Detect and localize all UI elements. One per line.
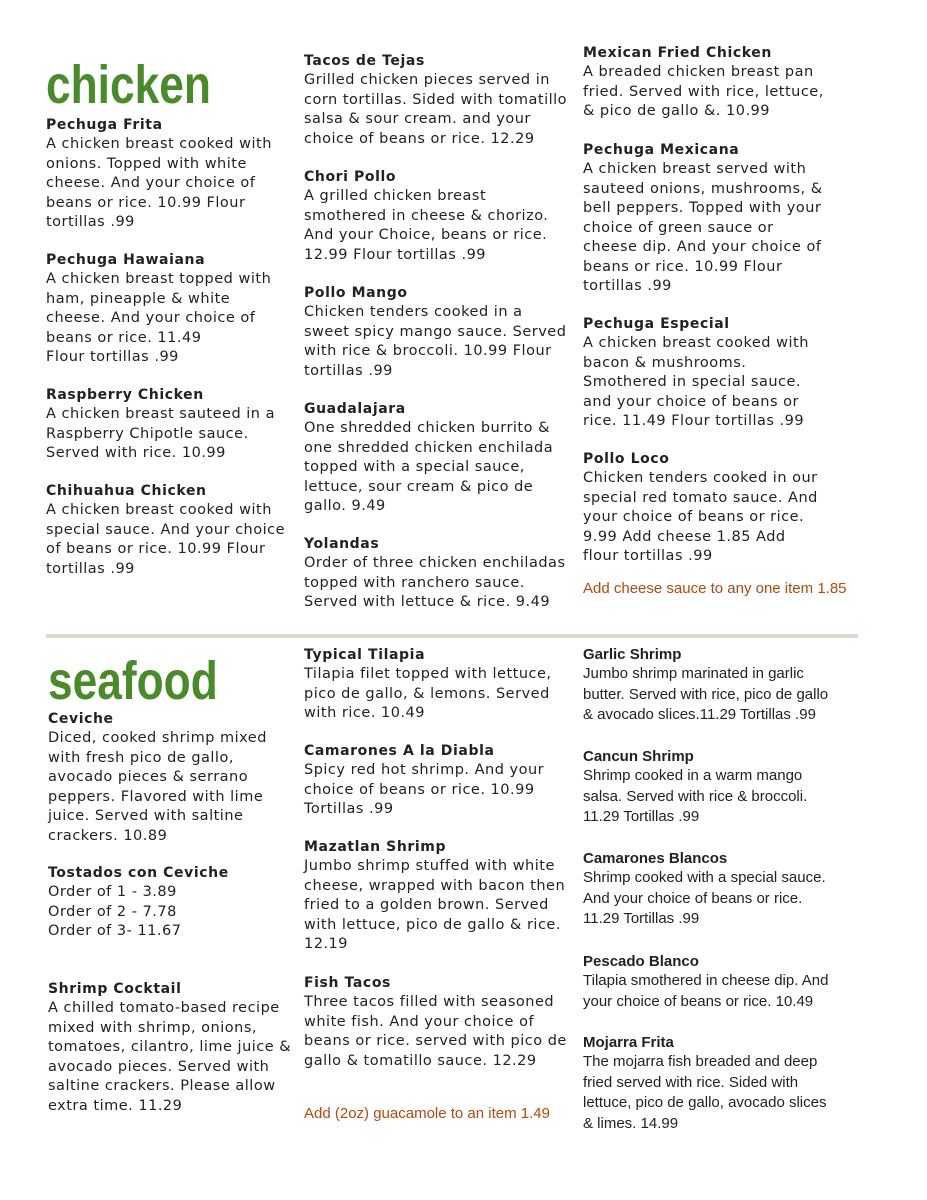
menu-item xyxy=(583,952,863,1012)
menu-item-description: Shrimp cooked with a special sauce. And your choice of beans or rice. 11.29 Tortillas .99 xyxy=(583,869,826,927)
menu-item-description: Jumbo shrimp stuffed with white cheese, wrapped with bacon then fried to a golden brown. Served with lettuce, pico de gallo & rice. 12.19 xyxy=(304,858,566,952)
menu-item xyxy=(46,251,296,368)
menu-item-description: Chicken tenders cooked in our special red tomato sauce. And your choice of beans or rice. 9.99 Add cheese 1.85 Add flour tortillas .99 xyxy=(583,470,818,564)
menu-item xyxy=(304,168,574,265)
menu-item-description: Shrimp cooked in a warm mango salsa. Served with rice & broccoli. 11.29 Tortillas .99 xyxy=(583,767,808,825)
menu-item xyxy=(304,535,574,613)
menu-item xyxy=(583,450,853,567)
chicken-cheese-note: Add cheese sauce to any one item 1.85 xyxy=(583,580,847,597)
menu-item xyxy=(583,141,853,297)
menu-item-description: A chicken breast cooked with bacon & mushrooms. Smothered in special sauce. and your choice of beans or rice. 11.49 Flour tortillas .99 xyxy=(583,335,809,429)
menu-item-name: Pollo Loco xyxy=(583,451,670,467)
menu-item-name: Guadalajara xyxy=(304,401,406,417)
menu-item-description: A breaded chicken breast pan fried. Served with rice, lettuce, & pico de gallo &. 10.99 xyxy=(583,64,824,119)
menu-item-name: Mazatlan Shrimp xyxy=(304,839,447,855)
menu-item-name: Cancun Shrimp xyxy=(583,748,694,765)
menu-item-name: Typical Tilapia xyxy=(304,647,426,663)
menu-item-name: Mojarra Frita xyxy=(583,1034,674,1051)
menu-item-description: A chicken breast sauteed in a Raspberry Chipotle sauce. Served with rice. 10.99 xyxy=(46,406,275,461)
seafood-section-title: seafood xyxy=(48,651,218,711)
menu-item xyxy=(46,386,296,464)
menu-item-name: Pechuga Frita xyxy=(46,117,163,133)
menu-item-name: Yolandas xyxy=(304,536,380,552)
menu-item-description: Order of 1 - 3.89 Order of 2 - 7.78 Order of 3- 11.67 xyxy=(48,884,182,939)
menu-item-name: Pechuga Hawaiana xyxy=(46,252,206,268)
menu-item-description: A chicken breast topped with ham, pineapple & white cheese. And your choice of beans or rice. 11.49 Flour tortillas .99 xyxy=(46,271,272,365)
menu-item-name: Chori Pollo xyxy=(304,169,397,185)
menu-item-name: Garlic Shrimp xyxy=(583,646,682,663)
menu-item-name: Camarones A la Diabla xyxy=(304,743,495,759)
menu-item-description: Tilapia filet topped with lettuce, pico de gallo, & lemons. Served with rice. 10.49 xyxy=(304,666,552,721)
menu-item xyxy=(304,974,574,1071)
menu-item xyxy=(304,646,574,724)
menu-item-description: A chicken breast served with sauteed onions, mushrooms, & bell peppers. Topped with your choice of green sauce or cheese dip. And your choice of beans or rice. 10.99 Flour tortillas .99 xyxy=(583,161,823,294)
menu-item xyxy=(583,1033,863,1134)
menu-item-description: Tilapia smothered in cheese dip. And your choice of beans or rice. 10.49 xyxy=(583,972,829,1010)
menu-item-description: Grilled chicken pieces served in corn tortillas. Sided with tomatillo salsa & sour cream. and your choice of beans or rice. 12.29 xyxy=(304,72,568,147)
menu-item-description: Diced, cooked shrimp mixed with fresh pico de gallo, avocado pieces & serrano peppers. Flavored with lime juice. Served with saltine crackers. 10.89 xyxy=(48,730,267,844)
menu-item-name: Mexican Fried Chicken xyxy=(583,45,772,61)
menu-item-name: Ceviche xyxy=(48,711,114,727)
menu-item xyxy=(48,980,298,1116)
menu-item-name: Fish Tacos xyxy=(304,975,391,991)
menu-item-description: A chicken breast cooked with onions. Topped with white cheese. And your choice of beans or rice. 10.99 Flour tortillas .99 xyxy=(46,136,272,230)
menu-item-description: The mojarra fish breaded and deep fried served with rice. Sided with lettuce, pico de gallo, avocado slices & limes. 14.99 xyxy=(583,1053,827,1132)
section-divider xyxy=(46,634,858,638)
menu-item-description: Order of three chicken enchiladas topped with ranchero sauce. Served with lettuce & rice. 9.49 xyxy=(304,555,566,610)
menu-item xyxy=(46,482,296,579)
menu-item-name: Tacos de Tejas xyxy=(304,53,425,69)
menu-item-description: Jumbo shrimp marinated in garlic butter. Served with rice, pico de gallo & avocado slices.11.29 Tortillas .99 xyxy=(583,665,829,723)
menu-item-name: Pollo Mango xyxy=(304,285,408,301)
seafood-guacamole-note: Add (2oz) guacamole to an item 1.49 xyxy=(304,1105,550,1122)
menu-item xyxy=(48,710,298,846)
menu-item-name: Chihuahua Chicken xyxy=(46,483,207,499)
menu-item-description: Three tacos filled with seasoned white fish. And your choice of beans or rice. served with pico de gallo & tomatillo sauce. 12.29 xyxy=(304,994,567,1069)
menu-item xyxy=(583,44,853,122)
menu-item-description: Spicy red hot shrimp. And your choice of beans or rice. 10.99 Tortillas .99 xyxy=(304,762,545,817)
menu-item-name: Pechuga Mexicana xyxy=(583,142,740,158)
menu-item xyxy=(48,864,298,942)
menu-item xyxy=(304,400,574,517)
menu-item-name: Pescado Blanco xyxy=(583,953,699,970)
menu-item-description: A chicken breast cooked with special sauce. And your choice of beans or rice. 10.99 Flour tortillas .99 xyxy=(46,502,286,577)
menu-item-description: Chicken tenders cooked in a sweet spicy mango sauce. Served with rice & broccoli. 10.99 Flour tortillas .99 xyxy=(304,304,567,379)
menu-item-name: Camarones Blancos xyxy=(583,850,728,867)
menu-item xyxy=(583,315,853,432)
menu-item xyxy=(583,849,863,930)
menu-item xyxy=(583,747,863,828)
chicken-section-title: chicken xyxy=(46,55,211,115)
menu-item xyxy=(46,116,296,233)
menu-item-name: Tostados con Ceviche xyxy=(48,865,229,881)
menu-item-description: A grilled chicken breast smothered in cheese & chorizo. And your Choice, beans or rice. 12.99 Flour tortillas .99 xyxy=(304,188,549,263)
menu-item xyxy=(304,742,574,820)
menu-item-description: A chilled tomato-based recipe mixed with shrimp, onions, tomatoes, cilantro, lime juice & avocado pieces. Served with saltine crackers. Please allow extra time. 11.29 xyxy=(48,1000,292,1114)
menu-item-description: One shredded chicken burrito & one shredded chicken enchilada topped with a special sauce, lettuce, sour cream & pico de gallo. 9.49 xyxy=(304,420,554,514)
menu-item xyxy=(583,645,863,726)
menu-item-name: Raspberry Chicken xyxy=(46,387,204,403)
menu-item-name: Shrimp Cocktail xyxy=(48,981,182,997)
menu-item-name: Pechuga Especial xyxy=(583,316,730,332)
menu-item xyxy=(304,52,574,149)
menu-item xyxy=(304,838,574,955)
menu-item xyxy=(304,284,574,381)
